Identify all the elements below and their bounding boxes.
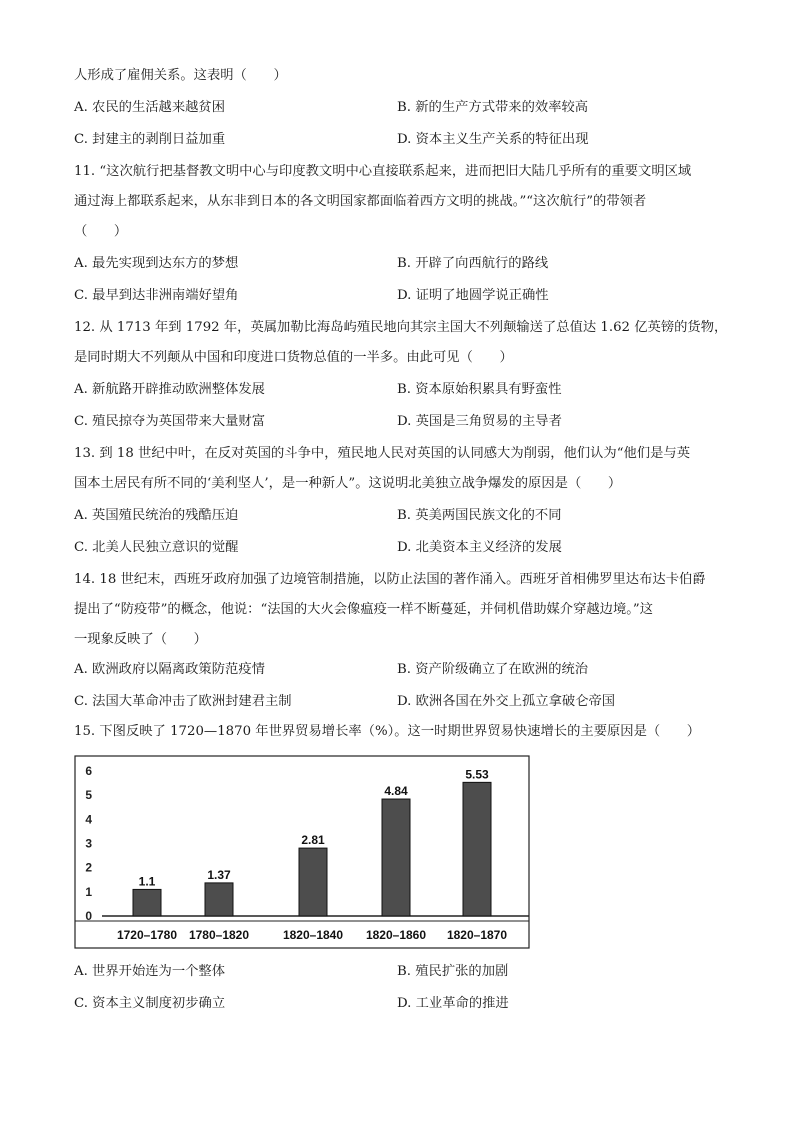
q15-option-b[interactable]: B. 殖民扩张的加剧 (397, 964, 509, 979)
q12-option-c[interactable]: C. 殖民掠夺为英国带来大量财富 (74, 414, 266, 429)
q12-option-d[interactable]: D. 英国是三角贸易的主导者 (397, 414, 562, 429)
x-category-label: 1820–1840 (282, 928, 344, 942)
q13-option-c[interactable]: C. 北美人民独立意识的觉醒 (74, 540, 239, 555)
q11-option-d[interactable]: D. 证明了地圆学说正确性 (397, 288, 549, 303)
q13-option-b[interactable]: B. 英美两国民族文化的不同 (397, 508, 562, 523)
q15-stem: 15. 下图反映了 1720—1870 年世界贸易增长率（%）。这一时期世界贸易快速增长的主要原因是（ ） (74, 724, 701, 739)
q14-option-d[interactable]: D. 欧洲各国在外交上孤立拿破仑帝国 (397, 694, 616, 709)
q11-stem-line-2: 通过海上都联系起来，从东非到日本的各文明国家都面临着西方文明的挑战。”“这次航行”的带领者 (74, 194, 647, 209)
q14-option-c[interactable]: C. 法国大革命冲击了欧洲封建君主制 (74, 694, 292, 709)
y-tick-label: 1 (85, 884, 92, 899)
q10-option-a[interactable]: A. 农民的生活越来越贫困 (74, 100, 226, 115)
q10-option-c[interactable]: C. 封建主的剥削日益加重 (74, 132, 226, 147)
q11-option-a[interactable]: A. 最先实现到达东方的梦想 (74, 256, 239, 271)
q13-stem-line-2: 国本土居民有所不同的‘美利坚人’，是一种新人”。这说明北美独立战争爆发的原因是（ ） (74, 476, 622, 491)
q13-option-a[interactable]: A. 英国殖民统治的残酷压迫 (74, 508, 239, 523)
bar-value-label: 1.37 (207, 867, 231, 882)
x-category-label: 1780–1820 (188, 928, 250, 942)
q13-stem-line-1: 13. 到 18 世纪中叶，在反对英国的斗争中，殖民地人民对英国的认同感大为削弱，他们认为“他们是与英 (74, 446, 691, 461)
q12-option-a[interactable]: A. 新航路开辟推动欧洲整体发展 (74, 382, 265, 397)
bar-value-label: 1.1 (138, 874, 156, 889)
q11-stem-line-1: 11. “这次航行把基督教文明中心与印度教文明中心直接联系起来，进而把旧大陆几乎所有的重要文明区域 (74, 164, 692, 179)
q12-option-b[interactable]: B. 资本原始积累具有野蛮性 (397, 382, 562, 397)
y-tick-label: 3 (85, 836, 92, 851)
q14-stem-line-2: 提出了“防疫带”的概念，他说：“法国的大火会像瘟疫一样不断蔓延，并伺机借助媒介穿越边境。”这 (74, 602, 654, 617)
q11-option-c[interactable]: C. 最早到达非洲南端好望角 (74, 288, 239, 303)
q15-option-d[interactable]: D. 工业革命的推进 (397, 996, 509, 1011)
y-tick-label: 0 (85, 909, 92, 923)
q10-option-b[interactable]: B. 新的生产方式带来的效率较高 (397, 100, 589, 115)
bar-value-label: 2.81 (301, 833, 325, 848)
x-category-label: 1820–1870 (446, 928, 508, 942)
q10-stem: 人形成了雇佣关系。这表明（ ） (74, 68, 287, 83)
bar-value-label: 4.84 (384, 784, 408, 799)
q10-option-d[interactable]: D. 资本主义生产关系的特征出现 (397, 132, 589, 147)
bar (299, 848, 327, 916)
q13-option-d[interactable]: D. 北美资本主义经济的发展 (397, 540, 562, 555)
bar (133, 889, 161, 916)
q15-option-c[interactable]: C. 资本主义制度初步确立 (74, 996, 226, 1011)
q12-stem-line-2: 是同时期大不列颠从中国和印度进口货物总值的一半多。由此可见（ ） (74, 350, 513, 365)
q14-stem-line-3: 一现象反映了（ ） (74, 632, 207, 647)
q11-option-b[interactable]: B. 开辟了向西航行的路线 (397, 256, 549, 271)
y-tick-label: 6 (85, 764, 92, 778)
x-category-label: 1720–1780 (116, 928, 178, 942)
bar (382, 799, 410, 916)
q12-stem-line-1: 12. 从 1713 年到 1792 年，英属加勒比海岛屿殖民地向其宗主国大不列颠输送了总值达 1.62 亿英镑的货物， (74, 320, 728, 335)
q14-stem-line-1: 14. 18 世纪末，西班牙政府加强了边境管制措施，以防止法国的著作涌入。西班牙首相佛罗里达布达卡伯爵 (74, 572, 706, 587)
bar (205, 883, 233, 916)
x-axis-labels (117, 928, 507, 942)
y-tick-label: 4 (85, 812, 92, 827)
y-tick-label: 2 (85, 860, 92, 875)
x-category-label: 1820–1860 (365, 928, 427, 942)
y-tick-label: 5 (85, 788, 92, 803)
q15-option-a[interactable]: A. 世界开始连为一个整体 (74, 964, 226, 979)
q14-option-a[interactable]: A. 欧洲政府以隔离政策防范疫情 (74, 662, 265, 677)
bar (463, 782, 491, 916)
trade-growth-bar-chart (74, 755, 530, 949)
bar-value-label: 5.53 (465, 767, 489, 782)
q11-stem-line-3: （ ） (74, 224, 128, 239)
q14-option-b[interactable]: B. 资产阶级确立了在欧洲的统治 (397, 662, 589, 677)
